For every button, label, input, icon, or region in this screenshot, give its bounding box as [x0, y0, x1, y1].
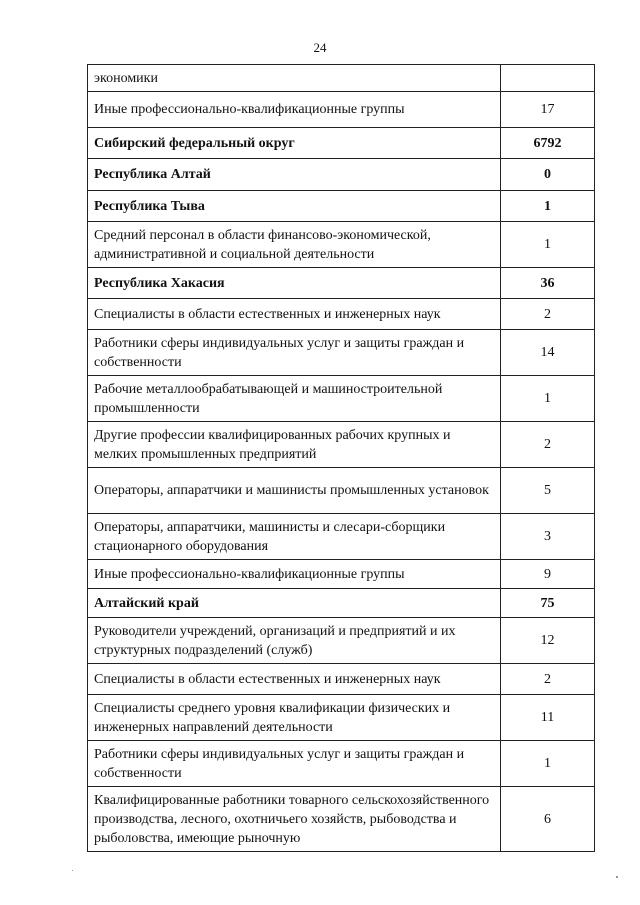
row-label: Иные профессионально-квалификационные группы	[88, 560, 501, 589]
region-label: Алтайский край	[88, 589, 501, 618]
row-value: 1	[501, 222, 595, 268]
row-label: Квалифицированные работники товарного сельскохозяйственного производства, лесного, охотничьего хозяйств, рыбоводства и рыболовства, имеющие рыночную	[88, 787, 501, 852]
row-label: экономики	[88, 65, 501, 92]
table-row	[88, 330, 595, 376]
region-label: Республика Хакасия	[88, 268, 501, 299]
row-value	[501, 65, 595, 92]
region-row	[88, 159, 595, 191]
row-label: Специалисты в области естественных и инженерных наук	[88, 299, 501, 330]
row-label: Рабочие металлообрабатывающей и машиностроительной промышленности	[88, 376, 501, 422]
table-row	[88, 618, 595, 664]
table-row	[88, 299, 595, 330]
row-label: Работники сферы индивидуальных услуг и защиты граждан и собственности	[88, 330, 501, 376]
region-label: Сибирский федеральный округ	[88, 128, 501, 159]
row-value: 11	[501, 695, 595, 741]
row-label: Операторы, аппаратчики, машинисты и слесари-сборщики стационарного оборудования	[88, 514, 501, 560]
region-row	[88, 268, 595, 299]
row-value: 2	[501, 664, 595, 695]
row-label: Другие профессии квалифицированных рабочих крупных и мелких промышленных предприятий	[88, 422, 501, 468]
table-row	[88, 695, 595, 741]
row-label: Специалисты среднего уровня квалификации физических и инженерных направлений деятельности	[88, 695, 501, 741]
region-label: Республика Тыва	[88, 191, 501, 222]
table-row	[88, 92, 595, 128]
table-row	[88, 741, 595, 787]
table-row	[88, 65, 595, 92]
row-value: 2	[501, 299, 595, 330]
row-value: 12	[501, 618, 595, 664]
row-value: 6	[501, 787, 595, 852]
region-label: Республика Алтай	[88, 159, 501, 191]
table-row	[88, 222, 595, 268]
table-row	[88, 787, 595, 852]
row-value: 14	[501, 330, 595, 376]
scan-speck	[72, 870, 73, 871]
row-value: 2	[501, 422, 595, 468]
table-row	[88, 514, 595, 560]
row-label: Операторы, аппаратчики и машинисты промышленных установок	[88, 468, 501, 514]
statistics-table	[87, 64, 595, 852]
region-value: 0	[501, 159, 595, 191]
row-value: 17	[501, 92, 595, 128]
row-value: 9	[501, 560, 595, 589]
region-row	[88, 191, 595, 222]
scan-speck	[616, 876, 618, 878]
row-label: Руководители учреждений, организаций и предприятий и их структурных подразделений (служб)	[88, 618, 501, 664]
table-row	[88, 422, 595, 468]
row-value: 1	[501, 376, 595, 422]
row-value: 5	[501, 468, 595, 514]
row-label: Работники сферы индивидуальных услуг и защиты граждан и собственности	[88, 741, 501, 787]
row-value: 1	[501, 741, 595, 787]
table-row	[88, 560, 595, 589]
region-value: 6792	[501, 128, 595, 159]
row-label: Специалисты в области естественных и инженерных наук	[88, 664, 501, 695]
region-value: 75	[501, 589, 595, 618]
table-row	[88, 376, 595, 422]
table-row	[88, 664, 595, 695]
page-number: 24	[313, 40, 327, 55]
row-value: 3	[501, 514, 595, 560]
table-row	[88, 468, 595, 514]
region-value: 36	[501, 268, 595, 299]
region-row	[88, 128, 595, 159]
row-label: Иные профессионально-квалификационные группы	[88, 92, 501, 128]
row-label: Средний персонал в области финансово-экономической, административной и социальной деятельности	[88, 222, 501, 268]
region-row	[88, 589, 595, 618]
region-value: 1	[501, 191, 595, 222]
